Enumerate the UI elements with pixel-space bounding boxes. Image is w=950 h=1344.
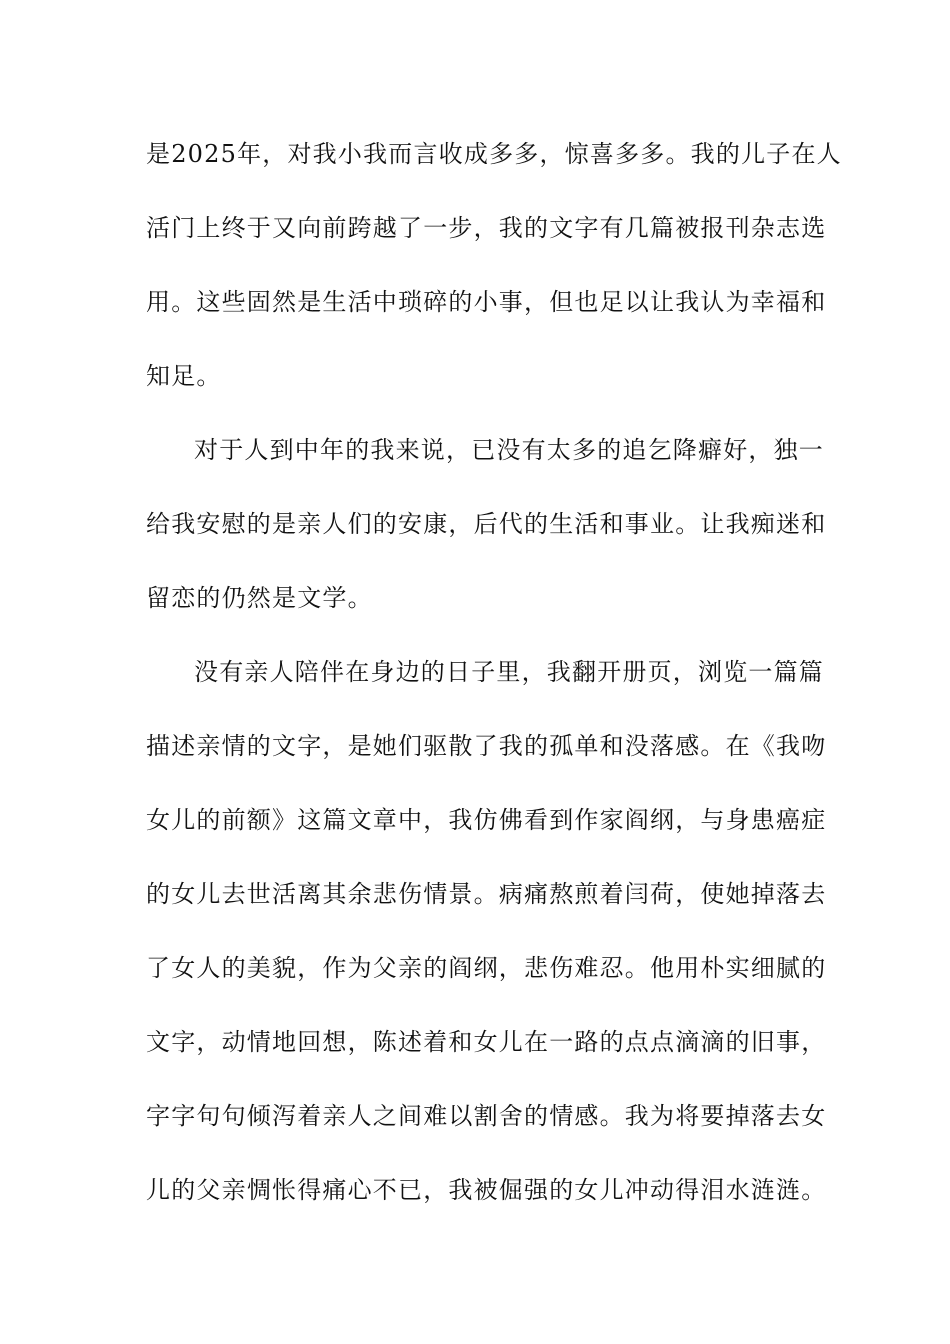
text-line: 对于人到中年的我来说，已没有太多的追乞降癖好，独一 xyxy=(194,436,824,464)
article-body xyxy=(146,126,842,1310)
text-line: 文字，动情地回想，陈述着和女儿在一路的点点滴滴的旧事， xyxy=(146,1028,827,1056)
text-line: 是2025年，对我小我而言收成多多，惊喜多多。我的儿子在人 xyxy=(146,140,842,168)
text-line xyxy=(146,1236,806,1310)
text-line: 留恋的仍然是文学。 xyxy=(146,584,373,612)
paragraph-3 xyxy=(146,644,827,1310)
text-line: 用。这些固然是生活中琐碎的小事，但也足以让我认为幸福和 xyxy=(146,288,827,316)
text-line: 没有亲人陪伴在身边的日子里，我翻开册页，浏览一篇篇 xyxy=(194,658,824,686)
text-line: 字字句句倾泻着亲人之间难以割舍的情感。我为将要掉落去女 xyxy=(146,1102,827,1130)
paragraph-2 xyxy=(146,422,827,644)
text-line: 的女儿去世活离其余悲伤情景。病痛熬煎着闫荷，使她掉落去 xyxy=(146,880,827,908)
text-line: 女儿的前额》这篇文章中，我仿佛看到作家阎纲，与身患癌症 xyxy=(146,806,827,834)
text-line: 了女人的美貌，作为父亲的阎纲，悲伤难忍。他用朴实细腻的 xyxy=(146,954,827,982)
text-line: 描述亲情的文字，是她们驱散了我的孤单和没落感。在《我吻 xyxy=(146,732,827,760)
text-line: 活门上终于又向前跨越了一步，我的文字有几篇被报刊杂志选 xyxy=(146,214,827,242)
text-line: 知足。 xyxy=(146,362,222,390)
text-line: 儿的父亲惆怅得痛心不已，我被倔强的女儿冲动得泪水涟涟。 xyxy=(146,1176,827,1204)
text-line: 给我安慰的是亲人们的安康，后代的生活和事业。让我痴迷和 xyxy=(146,510,827,538)
paragraph-1 xyxy=(146,126,842,422)
